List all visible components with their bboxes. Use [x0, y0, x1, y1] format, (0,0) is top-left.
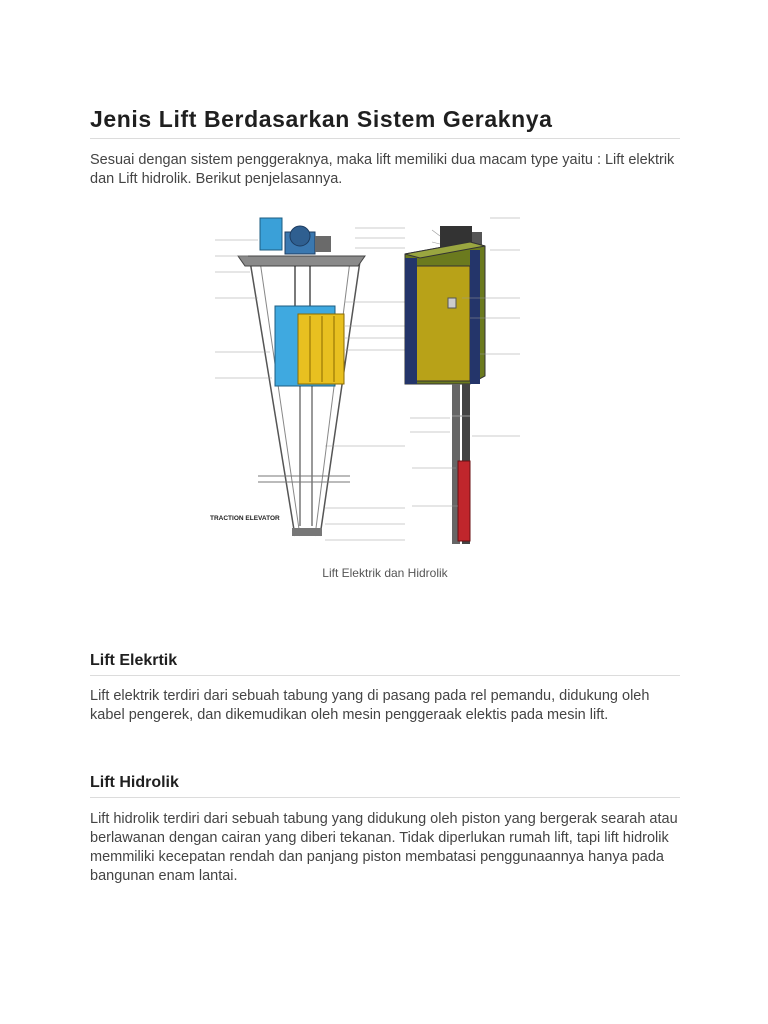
section-body-lift-elektrik: Lift elektrik terdiri dari sebuah tabung yang di pasang pada rel pemandu, didukung oleh kabel pengerek, dan dikemudikan oleh mesin penggeraak elektis pada mesin lift.	[90, 688, 650, 723]
elevator-diagram	[200, 206, 600, 556]
hydraulic-elevator-drawing	[405, 218, 520, 544]
intro-paragraph: Sesuai dengan sistem penggeraknya, maka lift memiliki dua macam type yaitu : Lift elektrik dan Lift hidrolik. Berikut penjelasannya.	[90, 152, 675, 187]
traction-elevator-drawing	[210, 218, 415, 540]
section-heading-lift-elektrik: Lift Elekrtik	[90, 652, 680, 676]
elevator-figure	[200, 206, 600, 556]
figure-caption: Lift Elektrik dan Hidrolik	[322, 566, 448, 580]
section-heading-lift-hidrolik: Lift Hidrolik	[90, 774, 680, 798]
traction-elevator-label: TRACTION ELEVATOR	[210, 515, 280, 522]
section-body-lift-hidrolik: Lift hidrolik terdiri dari sebuah tabung yang didukung oleh piston yang bergerak searah atau berlawanan dengan cairan yang diberi tekanan. Tidak diperlukan rumah lift, tapi lift hidrolik memmiliki kecepatan rendah dan panjang piston membatasi penggunaannya hanya pada bangunan enam lantai.	[90, 811, 678, 884]
page-title: Jenis Lift Berdasarkan Sistem Geraknya	[90, 106, 680, 139]
